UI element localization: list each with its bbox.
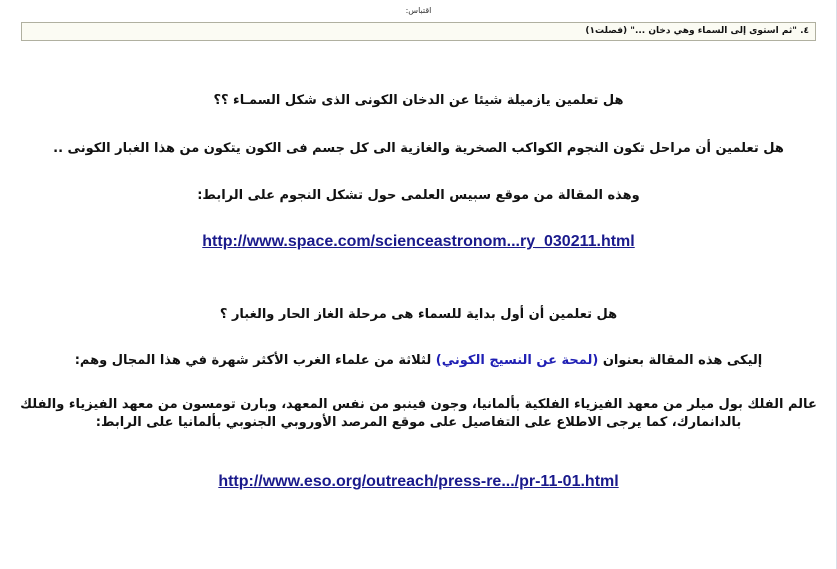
quote-box: [21, 22, 816, 41]
article-intro-before: إليكى هذه المقالة بعنوان: [602, 353, 763, 368]
quote-text: ٤. "ثم استوى إلى السماء وهي دخان ..." (فصلت١): [585, 26, 809, 36]
scientists-paragraph: عالم الفلك بول ميلر من معهد الفيزياء الفلكية بألمانيا، وجون فينبو من نفس المعهد، وبارن تومسون من معهد الفيزياء والفلك بالدانمارك، كما يرجى الاطلاع على التفاصيل على موقع المرصد الأوروبي الجنوبي بألمانيا على الرابط:: [20, 397, 817, 430]
question-first-stage: هل تعلمين أن أول بداية للسماء هى مرحلة الغاز الحار والغبار ؟: [219, 307, 618, 322]
space-article-intro: وهذه المقالة من موقع سبيس العلمى حول تشكل النجوم على الرابط:: [197, 188, 640, 203]
eso-link[interactable]: http://www.eso.org/outreach/press-re.../pr-11-01.html: [218, 473, 619, 490]
article-title: (لمحة عن النسيج الكوني): [435, 353, 599, 368]
article-intro-after: لثلاثة من علماء الغرب الأكثر شهرة في هذا المجال وهم:: [74, 353, 432, 368]
question-dust: هل تعلمين يازميلة شيئا عن الدخان الكونى الذى شكل السمـاء ؟؟: [213, 93, 624, 108]
article-intro: [0, 353, 837, 368]
quote-label: اقتباس:: [405, 6, 432, 15]
question-stars-formation: هل تعلمين أن مراحل تكون النجوم الكواكب الصخرية والغازية الى كل جسم فى الكون يتكون من هذا الغبار الكونى ..: [53, 141, 784, 156]
space-com-link[interactable]: http://www.space.com/scienceastronom...ry_030211.html: [202, 233, 635, 250]
